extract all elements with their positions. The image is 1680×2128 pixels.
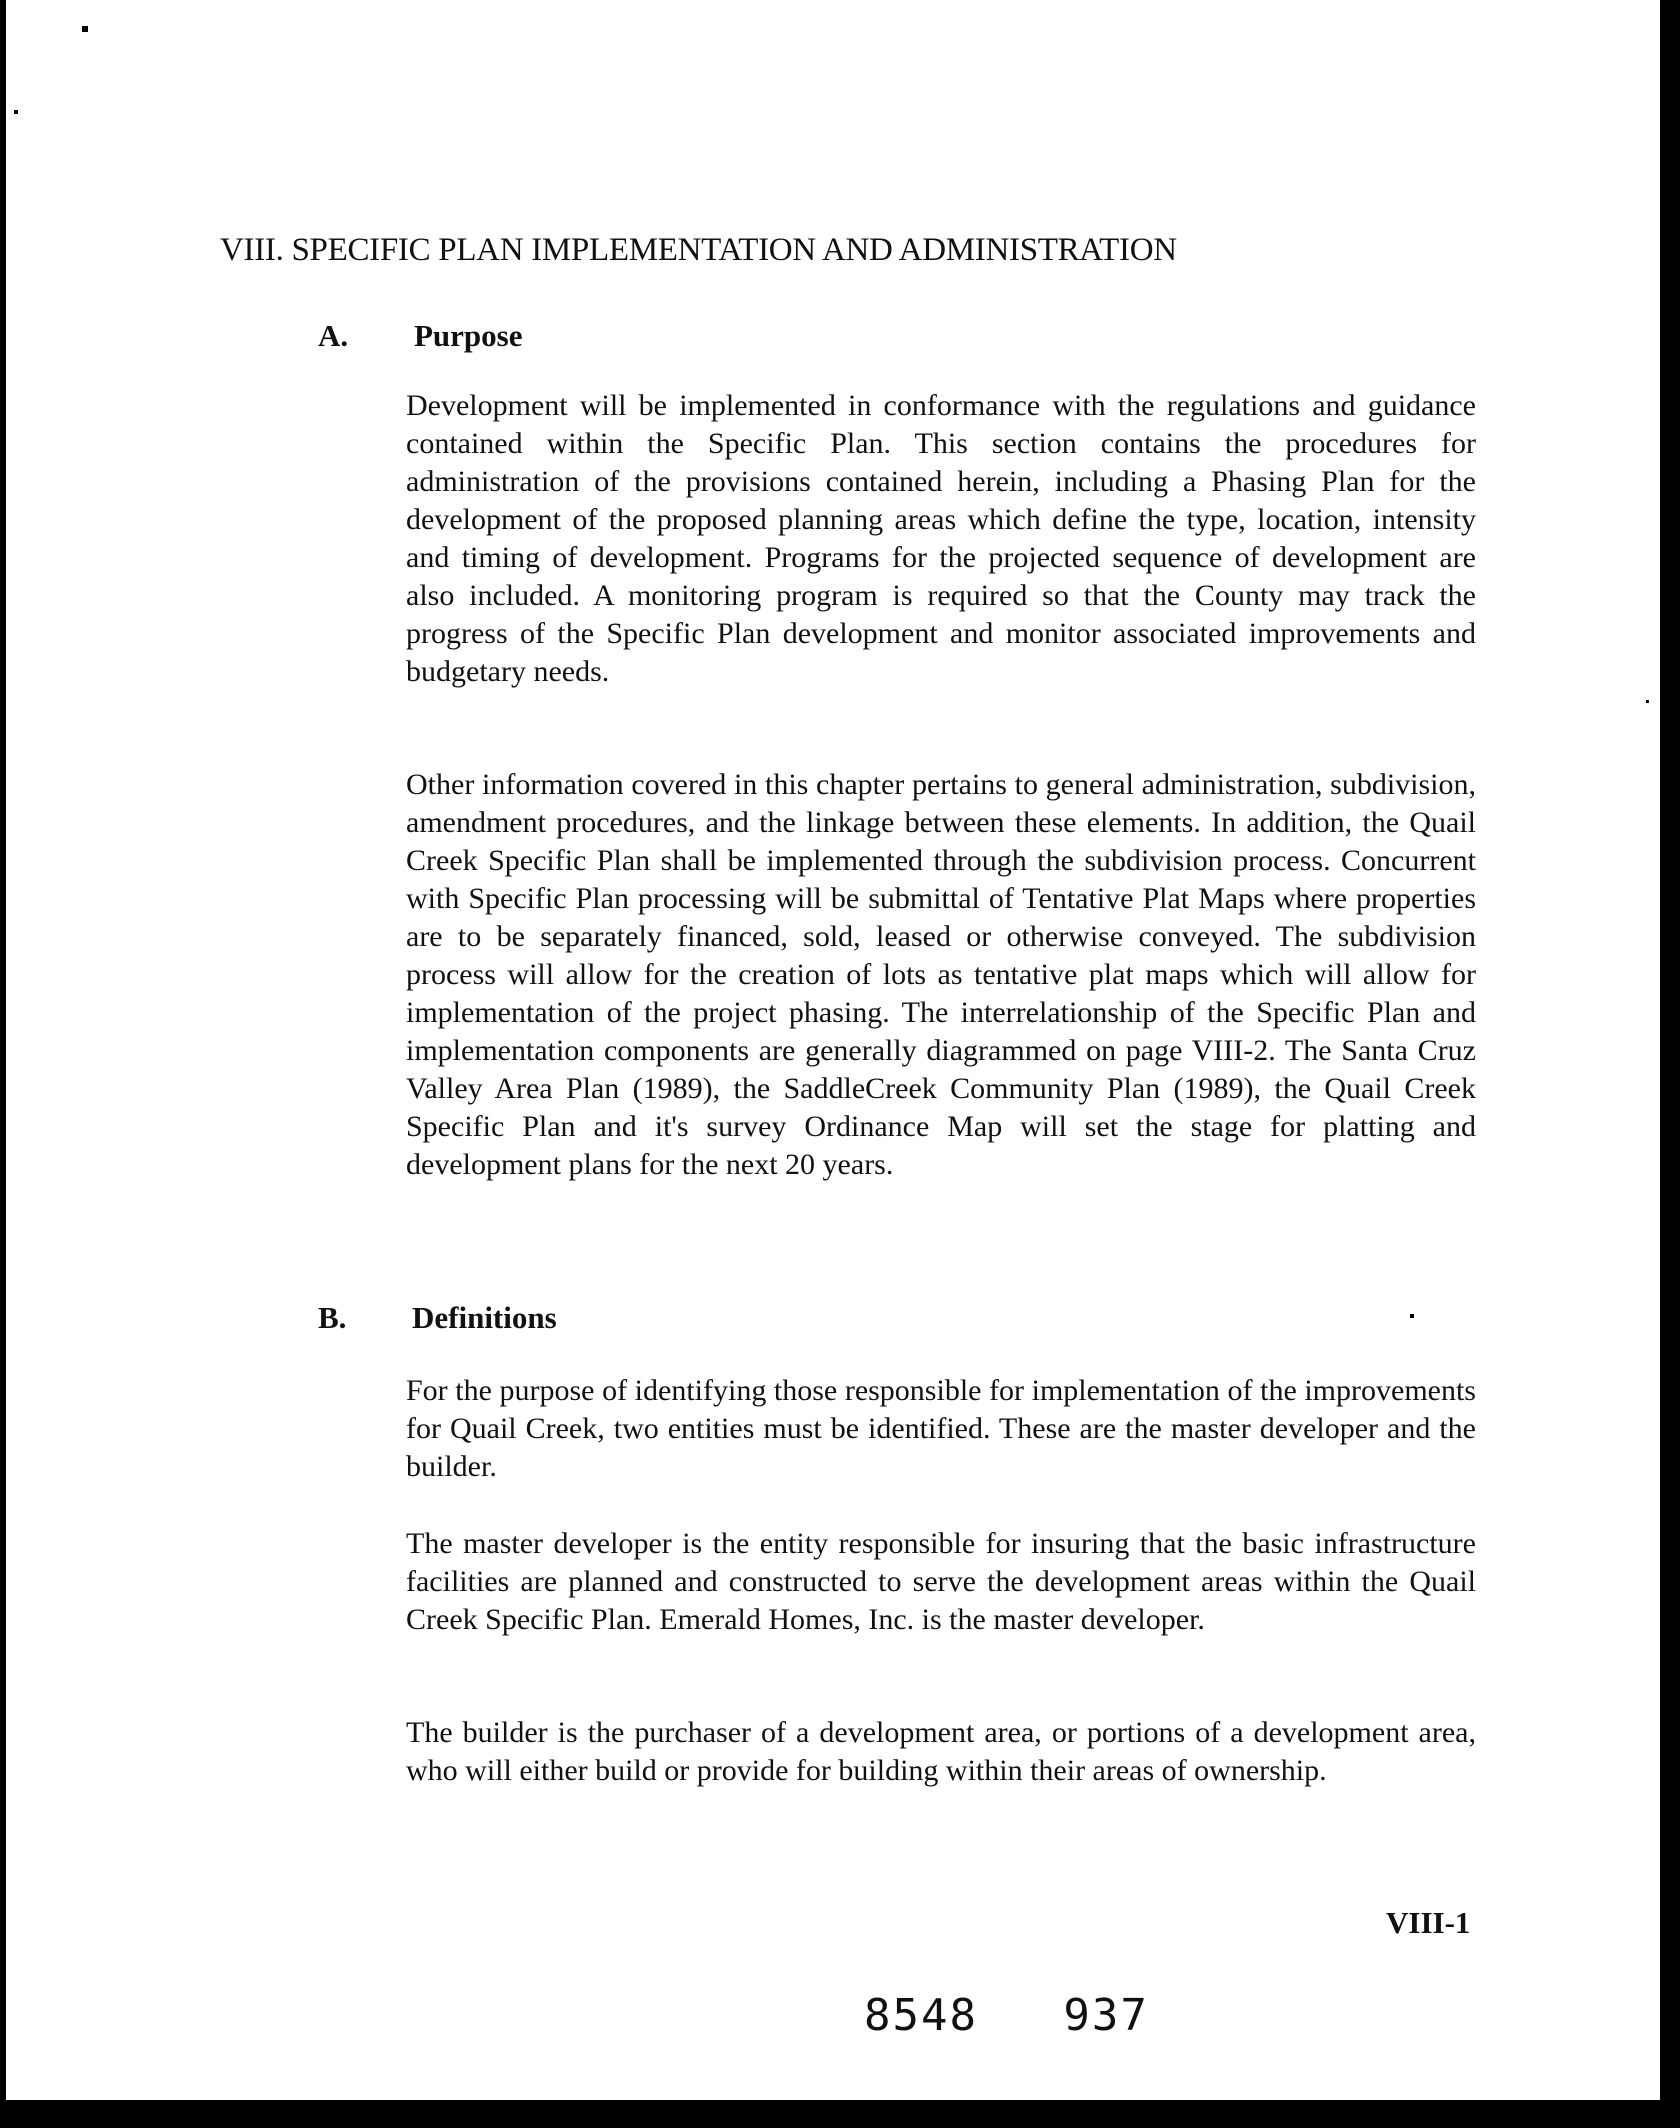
- section-a-heading: Purpose: [414, 318, 523, 353]
- document-page: [6, 0, 1660, 2100]
- definitions-paragraph-2: The master developer is the entity responsible for insuring that the basic infrastructure facilities are planned and constructed to serve the development areas within the Quail Creek Specific Plan. Emerald Homes, Inc. is the master developer.: [406, 1527, 1476, 1636]
- chapter-title: VIII. SPECIFIC PLAN IMPLEMENTATION AND ADMINISTRATION: [220, 232, 1177, 268]
- definitions-paragraph-1: For the purpose of identifying those responsible for implementation of the improvements for Quail Creek, two entities must be identified. These are the master developer and the builder.: [406, 1374, 1476, 1483]
- scan-speck: [1646, 700, 1649, 703]
- section-b-letter: B.: [318, 1300, 347, 1335]
- purpose-paragraph-1: Development will be implemented in conformance with the regulations and guidance contained within the Specific Plan. This section contains the procedures for administration of the provisions contained herein, including a Phasing Plan for the development of the proposed planning areas which define the type, location, intensity and timing of development. Programs for the projected sequence of development are also included. A monitoring program is required so that the County may track the progress of the Specific Plan development and monitor associated improvements and budgetary needs.: [406, 389, 1476, 688]
- page-number: VIII-1: [1386, 1905, 1471, 1940]
- scan-speck: [82, 26, 88, 32]
- definitions-paragraph-3: The builder is the purchaser of a development area, or portions of a development area, who will either build or provide for building within their areas of ownership.: [406, 1716, 1476, 1787]
- scan-speck: [1410, 1314, 1414, 1318]
- document-stamp: 8548 937: [864, 1990, 1149, 2041]
- scan-speck: [14, 110, 18, 114]
- purpose-paragraph-2: Other information covered in this chapter pertains to general administration, subdivision, amendment procedures, and the linkage between these elements. In addition, the Quail Creek Specific Plan shall be implemented through the subdivision process. Concurrent with Specific Plan processing will be submittal of Tentative Plat Maps where properties are to be separately financed, sold, leased or otherwise conveyed. The subdivision process will allow for the creation of lots as tentative plat maps which will allow for implementation of the project phasing. The interrelationship of the Specific Plan and implementation components are generally diagrammed on page VIII-2. The Santa Cruz Valley Area Plan (1989), the SaddleCreek Community Plan (1989), the Quail Creek Specific Plan and it's survey Ordinance Map will set the stage for platting and development plans for the next 20 years.: [406, 768, 1476, 1181]
- section-b-heading: Definitions: [412, 1300, 557, 1335]
- section-a-letter: A.: [318, 318, 349, 353]
